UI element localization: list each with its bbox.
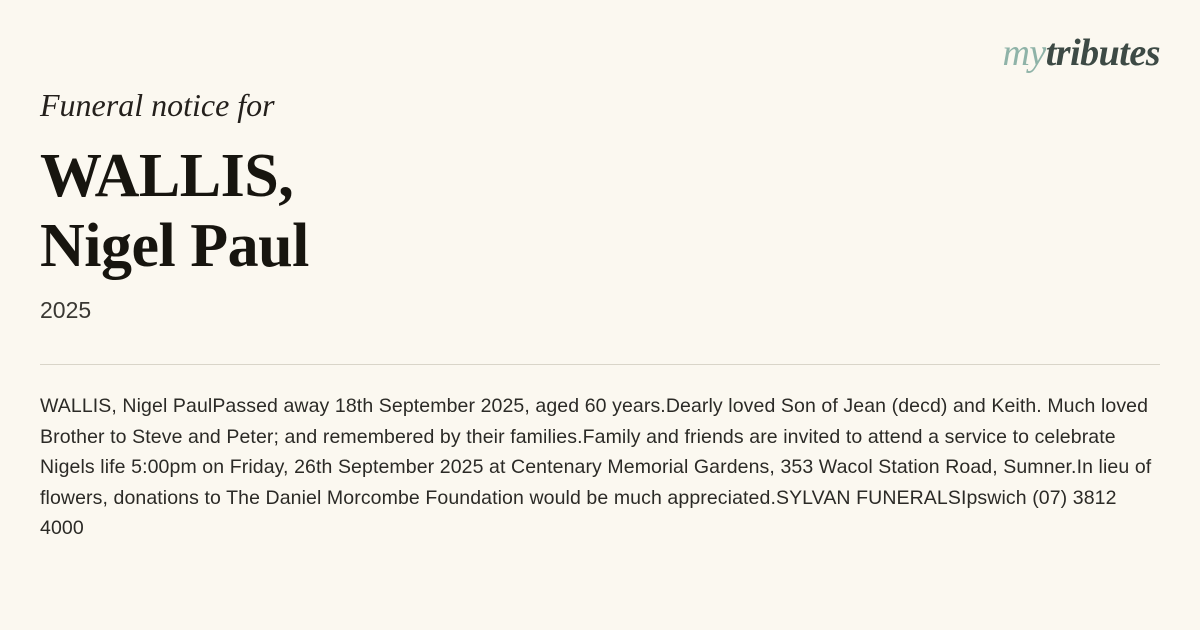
deceased-given-names: Nigel Paul (40, 212, 309, 281)
notice-eyebrow: Funeral notice for (40, 87, 275, 123)
notice-year: 2025 (40, 297, 92, 324)
deceased-surname: WALLIS, (40, 142, 294, 211)
page-title (40, 123, 660, 281)
logo-text-my: my (1002, 32, 1046, 74)
logo-text-tributes: tributes (1045, 32, 1160, 74)
mytributes-logo[interactable] (1002, 34, 1160, 72)
notice-body: WALLIS, Nigel PaulPassed away 18th September 2025, aged 60 years.Dearly loved Son of Jean (decd) and Keith. Much loved Brother to Steve and Peter; and remembered by their families.Family and friends are invited to attend a service to celebrate Nigels life 5:00pm on Friday, 26th September 2025 at Centenary Memorial Gardens, 353 Wacol Station Road, Sumner.In lieu of flowers, donations to The Daniel Morcombe Foundation would be much appreciated.SYLVAN FUNERALSIpswich (07) 3812 4000 (40, 395, 1152, 540)
